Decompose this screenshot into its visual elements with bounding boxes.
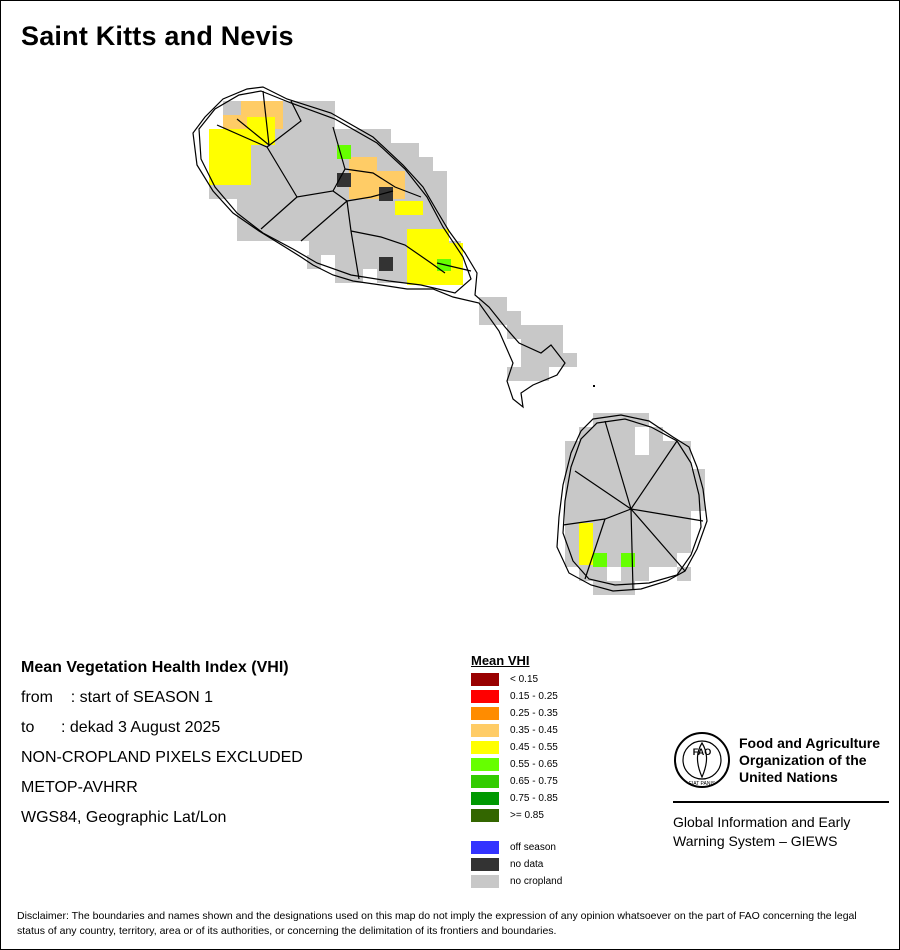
raster-pixel	[295, 241, 309, 255]
raster-pixel	[293, 143, 307, 157]
raster-pixel	[635, 441, 649, 455]
raster-pixel	[421, 229, 435, 243]
raster-pixel	[363, 213, 377, 227]
raster-pixel	[377, 157, 391, 171]
raster-pixel	[307, 129, 321, 143]
raster-pixel	[321, 101, 335, 115]
raster-pixel	[307, 185, 321, 199]
raster-pixel	[241, 101, 255, 115]
raster-pixel	[391, 227, 405, 241]
legend-label: >= 0.85	[510, 810, 544, 821]
raster-pixel	[349, 213, 363, 227]
raster-pixel	[621, 427, 635, 441]
raster-pixel	[419, 213, 433, 227]
raster-pixel	[635, 511, 649, 525]
legend-swatch	[471, 724, 499, 737]
disclaimer: Disclaimer: The boundaries and names shown and the designations used on this map do not imply the expression of any opinion whatsoever on the part of FAO concerning the legal status of any country, territory, area or of its authorities, or concerning the delimitation of its frontiers and boundaries.	[17, 910, 857, 937]
legend-label: off season	[510, 842, 556, 853]
fao-logo-motto: FIAT PANIS	[688, 781, 716, 787]
raster-pixel	[621, 539, 635, 553]
raster-pixel	[663, 511, 677, 525]
raster-pixel	[421, 243, 435, 257]
sensor-line: METOP-AVHRR	[21, 779, 138, 796]
raster-pixel	[607, 469, 621, 483]
raster-pixel	[437, 271, 451, 285]
legend-row	[471, 807, 651, 824]
raster-pixel	[435, 229, 449, 243]
raster-pixel	[237, 129, 251, 143]
raster-pixel	[363, 157, 377, 171]
raster-pixel	[377, 213, 391, 227]
raster-pixel	[521, 353, 535, 367]
raster-pixel	[293, 171, 307, 185]
raster-pixel	[363, 199, 377, 213]
raster-pixel	[321, 241, 335, 255]
raster-pixel	[649, 483, 663, 497]
raster-pixel	[435, 243, 449, 257]
raster-pixel	[635, 469, 649, 483]
raster-pixel	[209, 129, 223, 143]
raster-pixel	[419, 171, 433, 185]
raster-pixel	[223, 171, 237, 185]
raster-pixel	[663, 539, 677, 553]
raster-pixel	[535, 353, 549, 367]
raster-pixel	[579, 537, 593, 551]
raster-pixel	[251, 157, 265, 171]
giews-name: Global Information and Early Warning System – GIEWS	[673, 814, 851, 849]
raster-pixel	[507, 311, 521, 325]
raster-pixel	[607, 567, 621, 581]
raster-pixel	[621, 525, 635, 539]
raster-pixel	[635, 553, 649, 567]
legend-label: < 0.15	[510, 674, 539, 685]
legend-label: 0.55 - 0.65	[510, 759, 558, 770]
legend-row	[471, 839, 651, 856]
fao-logo-icon	[673, 731, 731, 789]
raster-pixel	[649, 539, 663, 553]
legend-swatch	[471, 758, 499, 771]
raster-pixel	[493, 311, 507, 325]
legend-row	[471, 790, 651, 807]
legend-swatch	[471, 858, 499, 871]
legend-swatch	[471, 775, 499, 788]
raster-pixel	[677, 525, 691, 539]
raster-pixel	[563, 353, 577, 367]
raster-pixel	[307, 115, 321, 129]
raster-pixel	[635, 455, 649, 469]
raster-pixel	[307, 143, 321, 157]
raster-pixel	[593, 539, 607, 553]
raster-pixel	[579, 483, 593, 497]
raster-pixel	[279, 227, 293, 241]
raster-pixel	[209, 157, 223, 171]
raster-pixel	[237, 143, 251, 157]
raster-pixel	[549, 353, 563, 367]
raster-pixel	[209, 143, 223, 157]
raster-pixel	[307, 199, 321, 213]
from-line: from : start of SEASON 1	[21, 689, 214, 706]
raster-pixel	[607, 539, 621, 553]
raster-pixel	[663, 455, 677, 469]
raster-pixel	[265, 199, 279, 213]
raster-pixel	[691, 511, 705, 525]
legend-title: Mean VHI	[471, 653, 530, 668]
legend-row	[471, 856, 651, 873]
raster-pixel	[593, 455, 607, 469]
legend-label: no cropland	[510, 876, 563, 887]
raster-pixel	[363, 241, 377, 255]
map-title: Saint Kitts and Nevis	[21, 21, 294, 51]
raster-pixel	[251, 171, 265, 185]
raster-pixel	[363, 269, 377, 283]
raster-pixel	[621, 483, 635, 497]
raster-pixel	[223, 185, 237, 199]
legend-row	[471, 739, 651, 756]
raster-pixel	[677, 455, 691, 469]
raster-pixel	[293, 227, 307, 241]
raster-pixel	[223, 115, 237, 129]
raster-pixel	[237, 157, 251, 171]
raster-pixel	[349, 171, 363, 185]
divider	[673, 801, 889, 803]
legend-row	[471, 773, 651, 790]
raster-pixel	[521, 339, 535, 353]
raster-pixel	[579, 441, 593, 455]
raster-pixel	[405, 143, 419, 157]
raster-pixel	[635, 567, 649, 581]
raster-pixel	[521, 367, 535, 381]
raster-pixel	[269, 101, 283, 115]
raster-pixel	[321, 227, 335, 241]
raster-pixel	[349, 199, 363, 213]
raster-pixel	[677, 497, 691, 511]
raster-pixel	[565, 525, 579, 539]
raster-pixel	[621, 455, 635, 469]
raster-pixel	[321, 157, 335, 171]
raster-pixel	[363, 255, 377, 269]
legend-swatch	[471, 673, 499, 686]
raster-pixel	[565, 469, 579, 483]
legend-classes	[471, 671, 651, 824]
raster-pixel	[237, 199, 251, 213]
raster-pixel	[649, 497, 663, 511]
raster-pixel	[391, 171, 405, 185]
raster-pixel	[377, 227, 391, 241]
raster-pixel	[293, 199, 307, 213]
raster-pixel	[391, 255, 405, 269]
raster-pixel	[335, 241, 349, 255]
raster-pixel	[649, 455, 663, 469]
raster-pixel	[407, 257, 421, 271]
raster-pixel	[607, 483, 621, 497]
raster-pixel	[593, 427, 607, 441]
raster-pixel	[379, 257, 393, 271]
raster-pixel	[433, 171, 447, 185]
raster-pixel	[677, 469, 691, 483]
raster-pixel	[279, 143, 293, 157]
raster-pixel	[321, 115, 335, 129]
raster-pixel	[279, 213, 293, 227]
raster-pixel	[237, 227, 251, 241]
legend-label: 0.75 - 0.85	[510, 793, 558, 804]
raster-pixel	[607, 525, 621, 539]
raster-pixel	[395, 201, 409, 215]
raster-pixel	[405, 213, 419, 227]
vhi-map	[1, 1, 899, 641]
raster-pixel	[349, 241, 363, 255]
raster-pixel	[649, 441, 663, 455]
legend-label: 0.35 - 0.45	[510, 725, 558, 736]
raster-pixel	[251, 185, 265, 199]
raster-pixel	[307, 157, 321, 171]
mask-note: NON-CROPLAND PIXELS EXCLUDED	[21, 749, 303, 766]
map-info-block	[21, 657, 441, 837]
raster-pixel	[663, 483, 677, 497]
raster-pixel	[419, 157, 433, 171]
raster-pixel	[677, 483, 691, 497]
raster-pixel	[255, 101, 269, 115]
raster-pixel	[593, 567, 607, 581]
legend-label: 0.65 - 0.75	[510, 776, 558, 787]
raster-pixel	[433, 185, 447, 199]
legend-swatch	[471, 741, 499, 754]
raster-pixel	[293, 213, 307, 227]
raster-pixel	[493, 297, 507, 311]
raster-pixel	[237, 171, 251, 185]
raster-pixel	[237, 185, 251, 199]
raster-pixel	[377, 129, 391, 143]
raster-pixel	[391, 185, 405, 199]
legend-label: 0.15 - 0.25	[510, 691, 558, 702]
raster-pixel	[421, 271, 435, 285]
raster-pixel	[335, 213, 349, 227]
legend-swatch	[471, 707, 499, 720]
raster-pixel	[433, 199, 447, 213]
raster-pixel	[377, 241, 391, 255]
legend-swatch	[471, 841, 499, 854]
raster-pixel	[535, 325, 549, 339]
raster-pixel	[307, 241, 321, 255]
legend-row	[471, 722, 651, 739]
raster-pixel	[593, 497, 607, 511]
legend	[471, 653, 651, 890]
raster-pixel	[593, 553, 607, 567]
legend-swatch	[471, 875, 499, 888]
raster-pixel	[649, 553, 663, 567]
raster-pixel	[635, 427, 649, 441]
raster-pixel	[579, 523, 593, 537]
raster-pixel	[635, 539, 649, 553]
legend-label: 0.45 - 0.55	[510, 742, 558, 753]
raster-pixel	[321, 129, 335, 143]
raster-pixel	[391, 269, 405, 283]
raster-pixel	[521, 325, 535, 339]
raster-pixel	[335, 255, 349, 269]
raster-pixel	[335, 227, 349, 241]
raster-pixel	[265, 185, 279, 199]
legend-label: no data	[510, 859, 544, 870]
raster-pixel	[677, 539, 691, 553]
raster-pixel	[321, 171, 335, 185]
raster-pixel	[621, 511, 635, 525]
fao-org-name: Food and Agriculture Organization of the United Nations	[739, 735, 881, 785]
raster-pixel	[251, 199, 265, 213]
raster-pixel	[593, 511, 607, 525]
legend-row	[471, 671, 651, 688]
raster-pixel	[293, 157, 307, 171]
raster-pixel	[391, 143, 405, 157]
raster-pixel	[691, 497, 705, 511]
legend-row	[471, 688, 651, 705]
raster-pixel	[607, 553, 621, 567]
to-line: to : dekad 3 August 2025	[21, 719, 221, 736]
raster-pixel	[377, 199, 391, 213]
raster-pixel	[579, 497, 593, 511]
raster-pixel	[349, 143, 363, 157]
raster-pixel	[391, 213, 405, 227]
raster-pixel	[349, 185, 363, 199]
islet-dot	[593, 385, 595, 387]
raster-pixel	[307, 171, 321, 185]
raster-pixel	[363, 143, 377, 157]
raster-pixel	[565, 441, 579, 455]
raster-pixel	[261, 117, 275, 131]
raster-pixel	[621, 441, 635, 455]
raster-pixel	[663, 497, 677, 511]
raster-pixel	[663, 469, 677, 483]
raster-pixel	[265, 171, 279, 185]
raster-pixel	[407, 229, 421, 243]
projection-line: WGS84, Geographic Lat/Lon	[21, 809, 227, 826]
legend-extras	[471, 839, 651, 890]
raster-pixel	[579, 469, 593, 483]
raster-pixel	[321, 143, 335, 157]
raster-pixel	[321, 199, 335, 213]
raster-pixel	[449, 271, 463, 285]
raster-pixel	[349, 157, 363, 171]
raster-pixel	[549, 325, 563, 339]
legend-row	[471, 705, 651, 722]
legend-swatch	[471, 792, 499, 805]
raster-pixel	[407, 271, 421, 285]
raster-pixel	[409, 201, 423, 215]
legend-swatch	[471, 690, 499, 703]
legend-row	[471, 873, 651, 890]
fao-logo-text: FAO	[692, 747, 712, 757]
raster-pixel	[565, 497, 579, 511]
legend-label: 0.25 - 0.35	[510, 708, 558, 719]
raster-pixel	[223, 157, 237, 171]
raster-pixel	[607, 497, 621, 511]
raster-pixel	[391, 157, 405, 171]
index-heading: Mean Vegetation Health Index (VHI)	[21, 659, 289, 676]
raster-pixel	[293, 129, 307, 143]
raster-pixel	[579, 455, 593, 469]
raster-pixel	[649, 567, 663, 581]
raster-pixel	[593, 441, 607, 455]
raster-pixel	[593, 469, 607, 483]
raster-pixel	[321, 213, 335, 227]
legend-swatch	[471, 809, 499, 822]
raster-pixel	[279, 157, 293, 171]
raster-pixel	[223, 143, 237, 157]
raster-pixel	[663, 525, 677, 539]
legend-row	[471, 756, 651, 773]
raster-pixel	[593, 525, 607, 539]
